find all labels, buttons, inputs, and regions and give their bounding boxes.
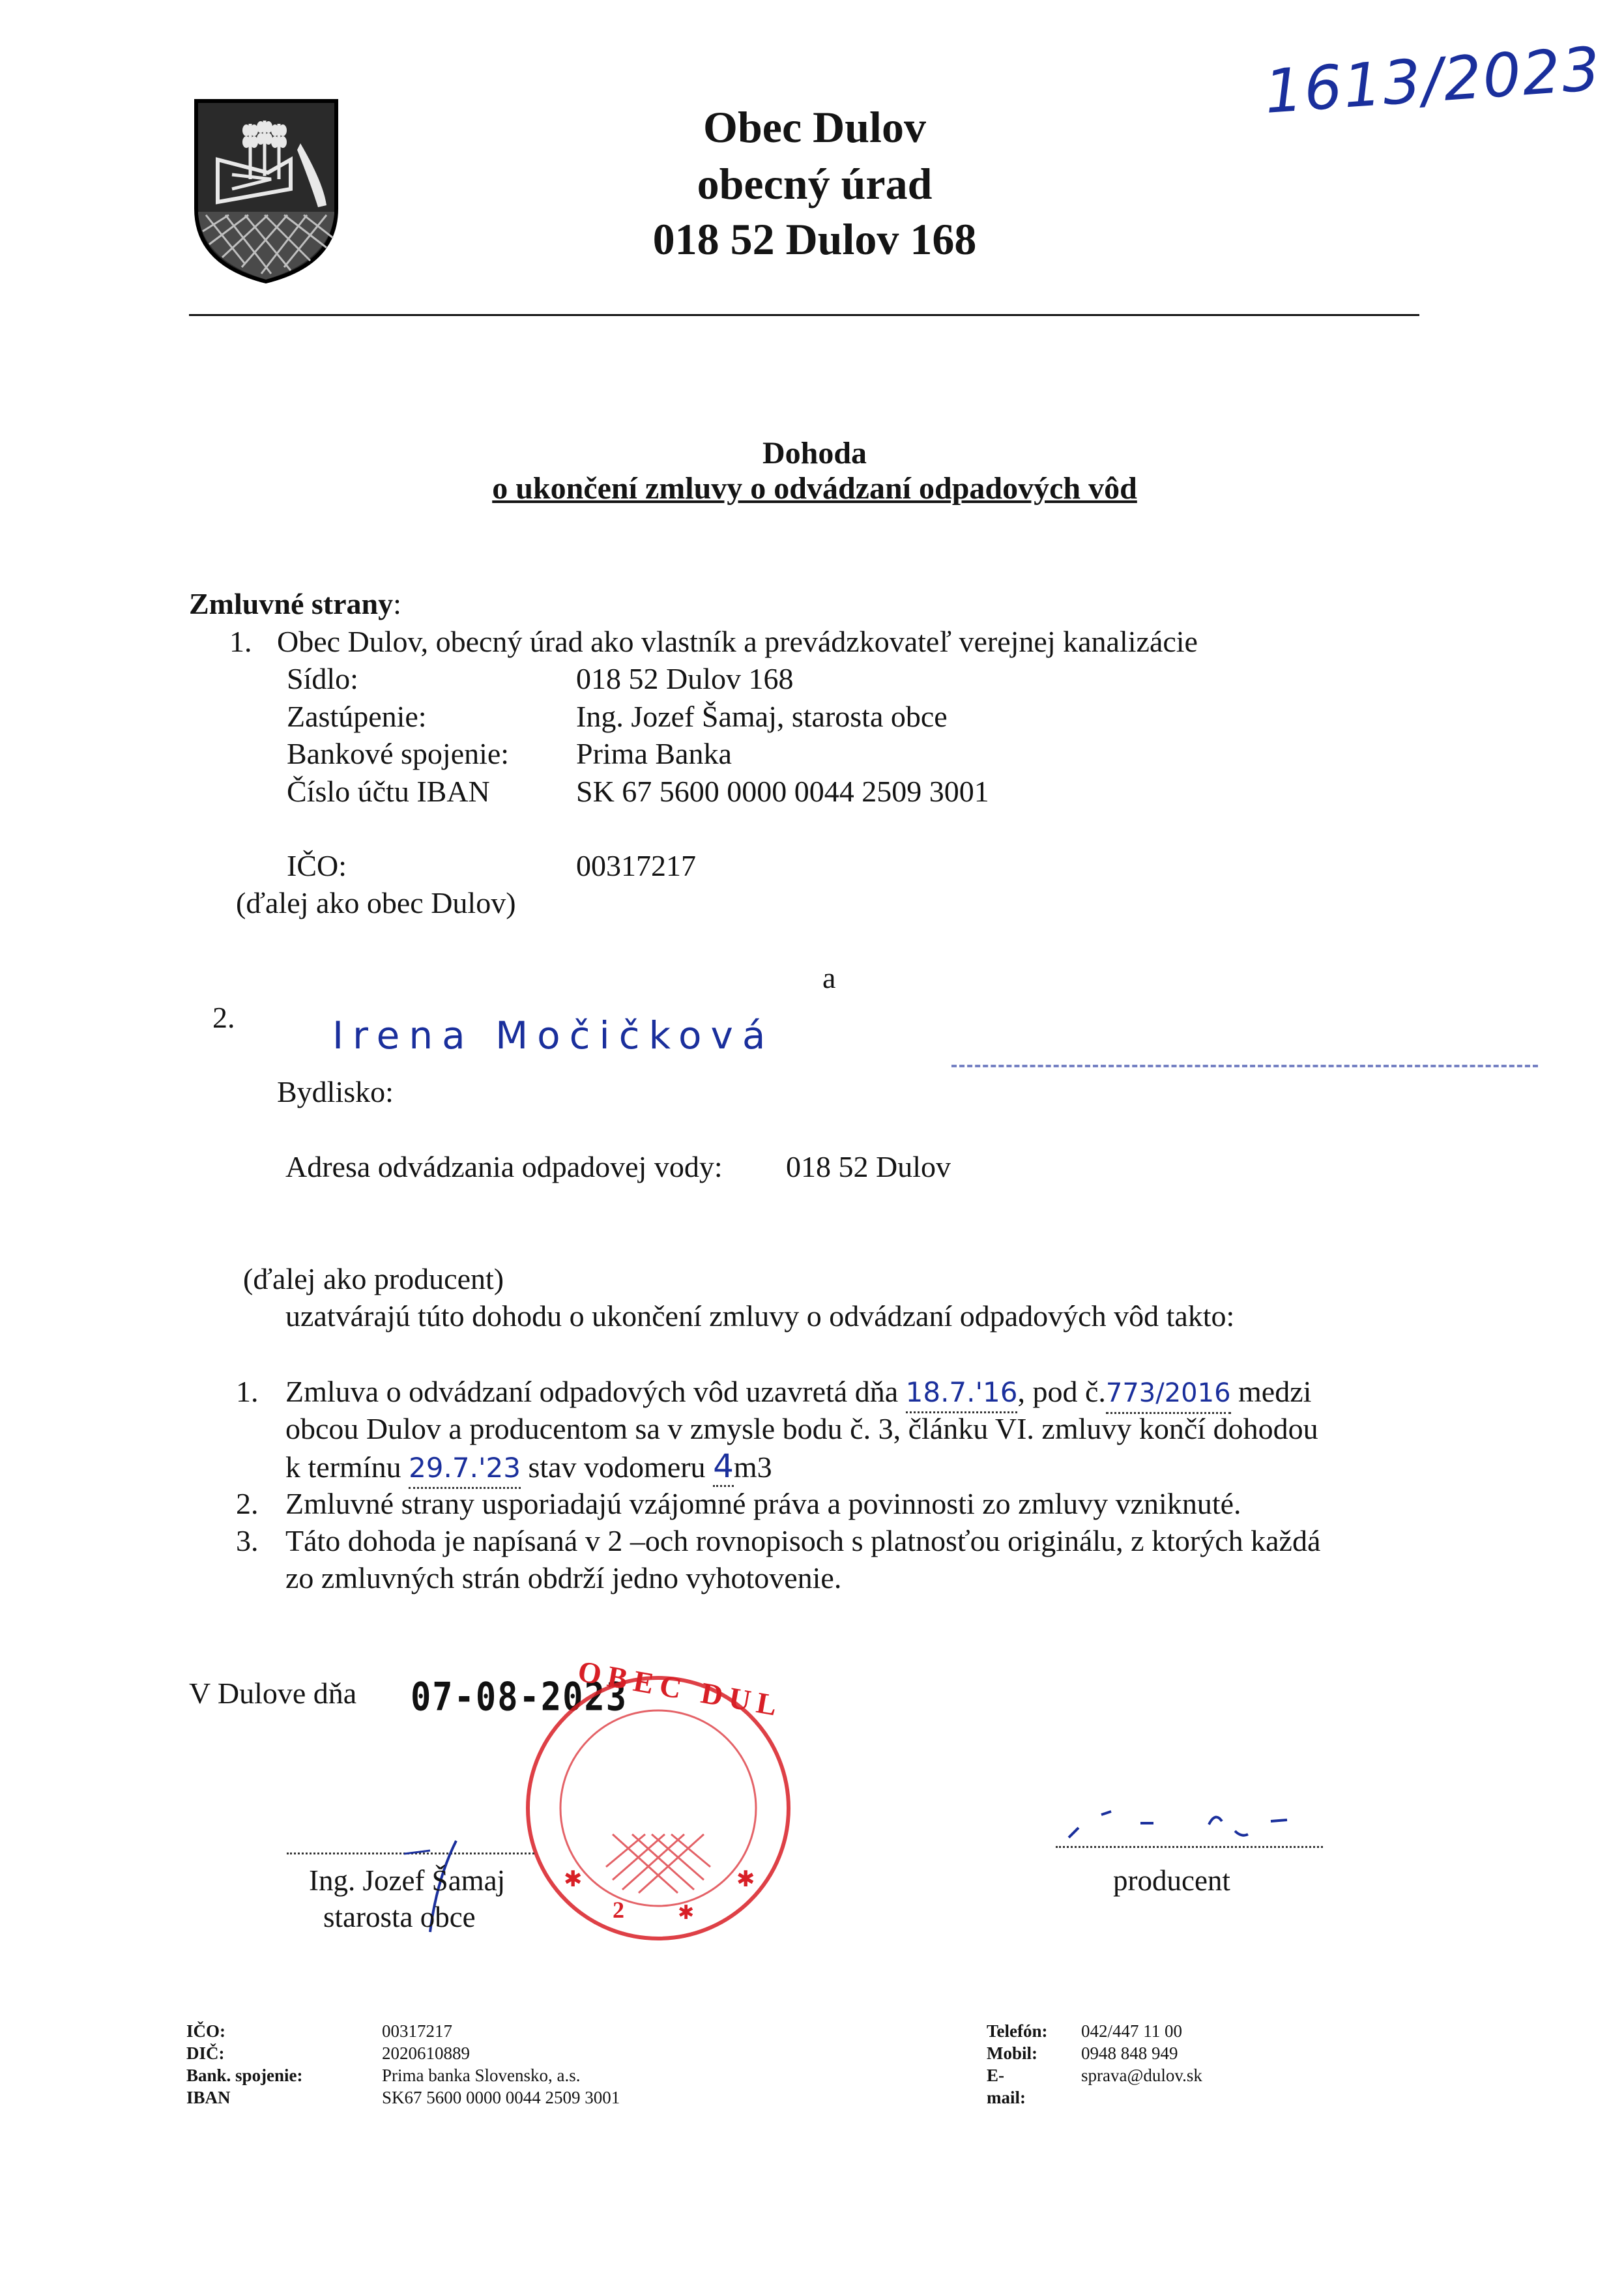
party1-rep-label: Zastúpenie: <box>287 700 427 733</box>
clause1-line1: Zmluva o odvádzaní odpadových vôd uzavretá dňa 18.7.'16, pod č.773/2016 medzi <box>285 1373 1311 1414</box>
clause1-line3: k termínu 29.7.'23 stav vodomeru 4m3 <box>285 1447 772 1489</box>
party1-seat-value: 018 52 Dulov 168 <box>576 662 794 695</box>
party1-seat-label: Sídlo: <box>287 662 358 695</box>
svg-text:✱: ✱ <box>564 1866 583 1892</box>
party1-ico-value: 00317217 <box>576 849 696 882</box>
municipal-crest-icon <box>193 98 340 283</box>
party1-rep-value: Ing. Jozef Šamaj, starosta obce <box>576 700 948 733</box>
date-stamp: 07-08-2023 <box>411 1675 628 1720</box>
producent-label: producent <box>1113 1864 1230 1897</box>
svg-text:✱: ✱ <box>678 1901 695 1924</box>
header-divider <box>189 314 1419 316</box>
party2-number: 2. <box>212 1001 235 1034</box>
party2-drain-value: 018 52 Dulov <box>786 1150 951 1183</box>
clause3-number: 3. <box>236 1524 259 1557</box>
party2-address-scribble <box>951 1062 1538 1067</box>
intro-text: uzatvárajú túto dohodu o ukončení zmluvy o odvádzaní odpadových vôd takto: <box>285 1299 1235 1333</box>
header-title: Obec Dulov <box>703 102 926 152</box>
signatory-role: starosta obce <box>323 1901 476 1933</box>
signature-line-right <box>1056 1846 1323 1848</box>
party1-alias: (ďalej ako obec Dulov) <box>236 886 516 919</box>
party1-iban-label: Číslo účtu IBAN <box>287 775 490 808</box>
and-separator: a <box>822 961 836 994</box>
party1-description: Obec Dulov, obecný úrad ako vlastník a prevádzkovateľ verejnej kanalizácie <box>277 625 1198 658</box>
seal-number: 2 <box>613 1897 624 1923</box>
signature-mark-right <box>1062 1798 1323 1851</box>
clause3-line1: Táto dohoda je napísaná v 2 –och rovnopisoch s platnosťou originálu, z ktorých každá <box>285 1524 1321 1557</box>
clause1-date-handwritten: 18.7.'16 <box>906 1374 1018 1413</box>
party2-alias: (ďalej ako producent) <box>243 1262 504 1295</box>
signatory-name: Ing. Jozef Šamaj <box>309 1864 506 1897</box>
seal-text: OBEC DUL <box>575 1654 786 1723</box>
document-title: Dohoda <box>762 436 867 470</box>
clause3-line2: zo zmluvných strán obdrží jedno vyhotovenie. <box>285 1561 842 1594</box>
party1-number: 1. <box>229 625 252 658</box>
header-address: 018 52 Dulov 168 <box>652 214 977 264</box>
parties-heading: Zmluvné strany: <box>189 587 401 620</box>
registration-number: 1613/2023 <box>1262 34 1604 127</box>
clause2-number: 2. <box>236 1487 259 1520</box>
header-subtitle: obecný úrad <box>697 159 933 209</box>
clause2-text: Zmluvné strany usporiadajú vzájomné práva a povinnosti zo zmluvy vzniknuté. <box>285 1487 1241 1520</box>
party1-bank-label: Bankové spojenie: <box>287 737 510 770</box>
clause1-line2: obcou Dulov a producentom sa v zmysle bodu č. 3, článku VI. zmluvy končí dohodou <box>285 1412 1318 1445</box>
party2-drain-label: Adresa odvádzania odpadovej vody: <box>285 1150 723 1183</box>
clause1-number: 1. <box>236 1375 259 1408</box>
party1-bank-value: Prima Banka <box>576 737 732 770</box>
party2-address-label: Bydlisko: <box>277 1075 394 1108</box>
document-subtitle: o ukončení zmluvy o odvádzaní odpadových vôd <box>492 471 1137 506</box>
party1-iban-value: SK 67 5600 0000 0044 2509 3001 <box>576 775 989 808</box>
party1-ico-label: IČO: <box>287 849 347 882</box>
clause1-number-handwritten: 773/2016 <box>1106 1374 1231 1414</box>
clause1-meter-handwritten: 4 <box>713 1447 734 1487</box>
clause1-term-handwritten: 29.7.'23 <box>409 1449 521 1489</box>
place-date-label: V Dulove dňa <box>189 1677 357 1710</box>
party2-name-handwritten: Irena Močičková <box>332 1013 775 1058</box>
svg-text:✱: ✱ <box>736 1866 755 1892</box>
